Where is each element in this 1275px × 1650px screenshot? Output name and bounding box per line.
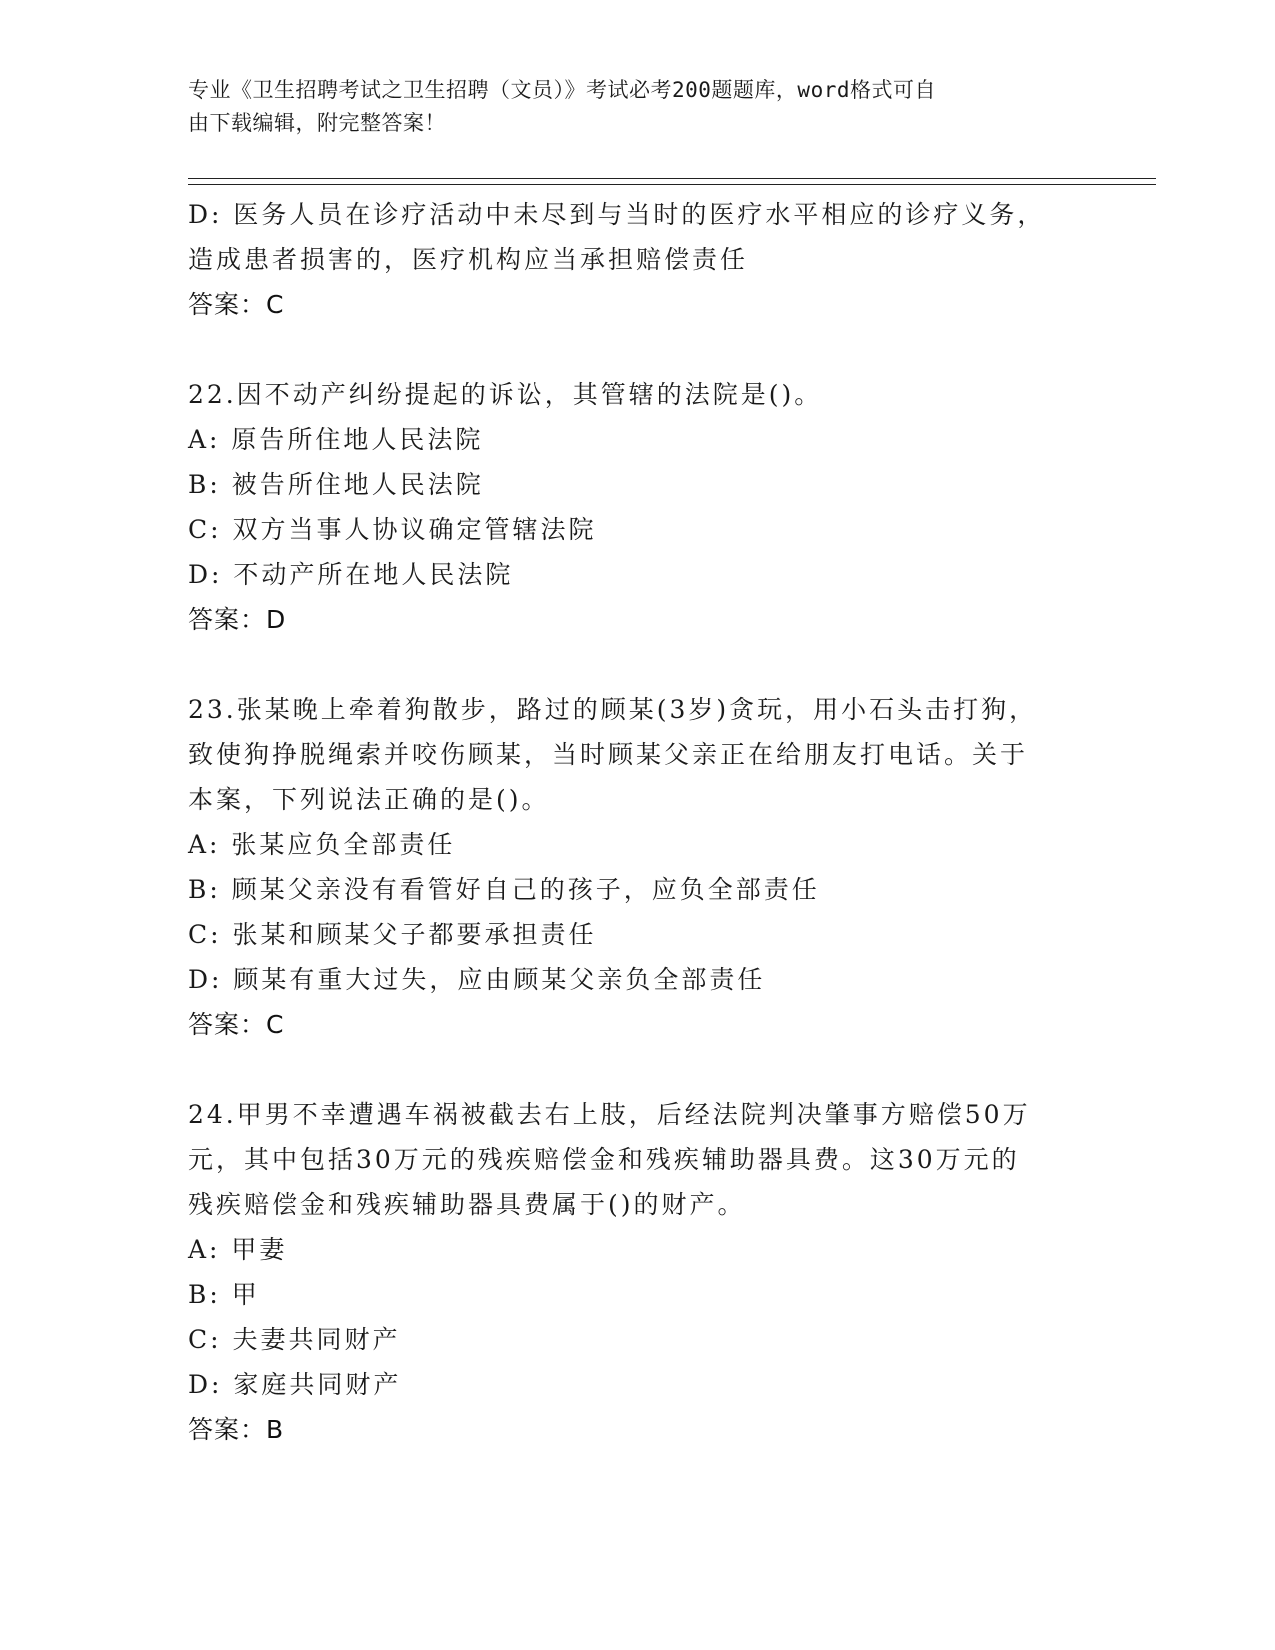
answer-label: 答案：B: [188, 1415, 285, 1444]
question-stem-line-1: 23.张某晚上牵着狗散步，路过的顾某(3岁)贪玩，用小石头击打狗，: [188, 695, 1038, 724]
option-d: D: 顾某有重大过失，应由顾某父亲负全部责任: [188, 965, 766, 994]
option-a: A: 原告所住地人民法院: [188, 425, 484, 454]
option-b: B: 甲: [188, 1280, 260, 1309]
option-d-line-1: D: 医务人员在诊疗活动中未尽到与当时的医疗水平相应的诊疗义务，: [188, 200, 1046, 229]
question-21-tail: [188, 192, 1088, 328]
header-divider-bottom: [188, 184, 1156, 185]
answer-label: 答案：D: [188, 605, 287, 634]
question-stem: 22.因不动产纠纷提起的诉讼，其管辖的法院是()。: [188, 380, 823, 409]
header-line-1: 专业《卫生招聘考试之卫生招聘（文员）》考试必考200题题库，word格式可自: [188, 78, 936, 102]
option-d: D: 家庭共同财产: [188, 1370, 402, 1399]
header-line-2: 由下载编辑，附完整答案！: [188, 111, 446, 135]
option-d: D: 不动产所在地人民法院: [188, 560, 514, 589]
question-23: [188, 687, 1088, 1048]
question-spacer: [188, 1048, 1088, 1092]
option-b: B: 被告所住地人民法院: [188, 470, 484, 499]
option-c: C: 夫妻共同财产: [188, 1325, 401, 1354]
question-stem-line-2: 元，其中包括30万元的残疾赔偿金和残疾辅助器具费。这30万元的: [188, 1145, 1020, 1174]
option-c: C: 双方当事人协议确定管辖法院: [188, 515, 597, 544]
question-24: [188, 1092, 1088, 1453]
question-stem-line-3: 本案，下列说法正确的是()。: [188, 785, 550, 814]
question-spacer: [188, 328, 1088, 372]
answer-label: 答案：C: [188, 1010, 285, 1039]
option-c: C: 张某和顾某父子都要承担责任: [188, 920, 597, 949]
answer-label: 答案：C: [188, 290, 285, 319]
question-stem-line-3: 残疾赔偿金和残疾辅助器具费属于()的财产。: [188, 1190, 746, 1219]
header-divider-top: [188, 178, 1156, 179]
question-22: [188, 372, 1088, 643]
document-header: [188, 74, 1068, 140]
question-list: [188, 192, 1088, 1453]
option-a: A: 甲妻: [188, 1235, 288, 1264]
option-d-line-2: 造成患者损害的，医疗机构应当承担赔偿责任: [188, 245, 749, 274]
option-b: B: 顾某父亲没有看管好自己的孩子，应负全部责任: [188, 875, 820, 904]
option-a: A: 张某应负全部责任: [188, 830, 456, 859]
question-stem-line-2: 致使狗挣脱绳索并咬伤顾某，当时顾某父亲正在给朋友打电话。关于: [188, 740, 1029, 769]
question-spacer: [188, 643, 1088, 687]
question-stem-line-1: 24.甲男不幸遭遇车祸被截去右上肢，后经法院判决肇事方赔偿50万: [188, 1100, 1031, 1129]
